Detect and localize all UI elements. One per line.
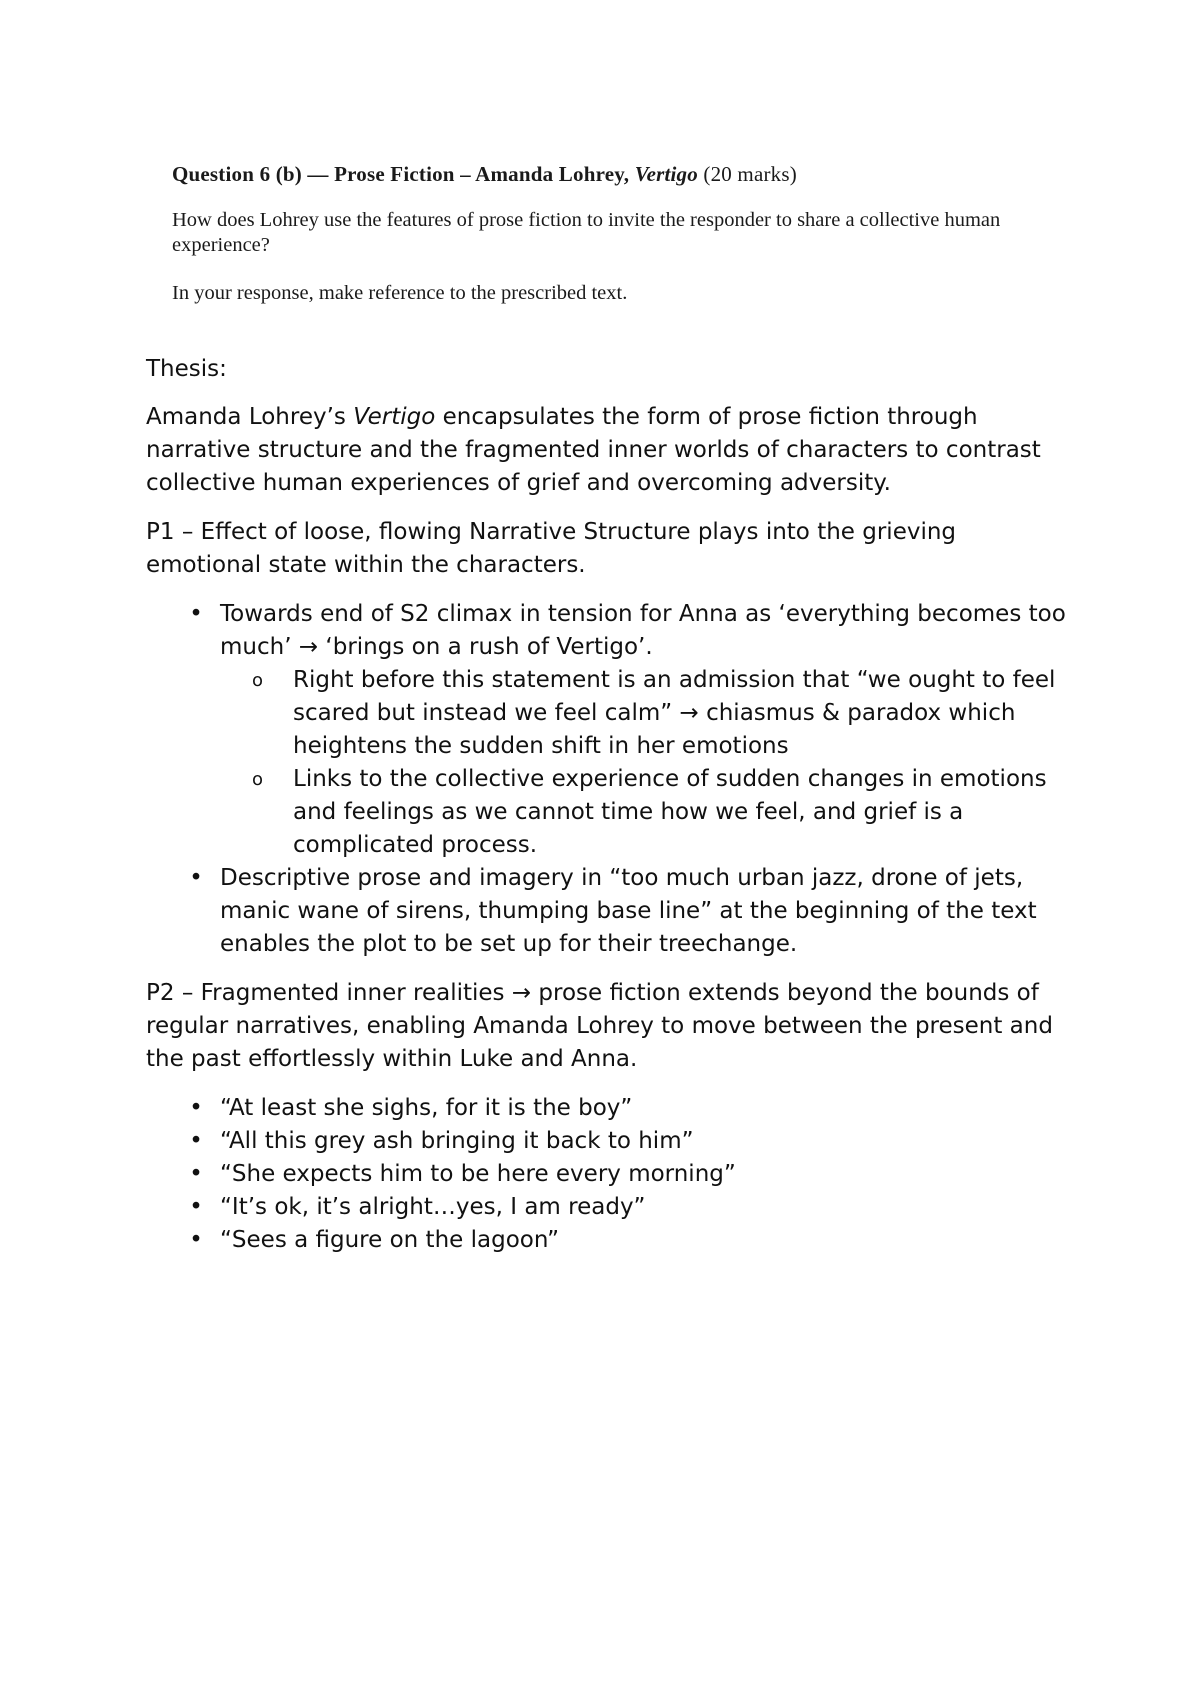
p2-quote-list bbox=[146, 1092, 1066, 1257]
p1-sub-text: Links to the collective experience of sudden changes in emotions and feelings as we cannot time how we feel, and grief is a complicated process. bbox=[293, 766, 1047, 858]
p1-heading: P1 – Effect of loose, flowing Narrative Structure plays into the grieving emotional state within the characters. bbox=[146, 519, 957, 578]
sub-list-item bbox=[220, 664, 1066, 763]
bullet-icon: • bbox=[189, 1194, 203, 1220]
quote-text: “At least she sighs, for it is the boy” bbox=[220, 1095, 633, 1121]
question-text: How does Lohrey use the features of prose fiction to invite the responder to share a collective human experience? bbox=[172, 209, 1001, 256]
hollow-bullet-icon: o bbox=[252, 670, 264, 691]
list-item bbox=[146, 598, 1066, 862]
quote-text: “It’s ok, it’s alright…yes, I am ready” bbox=[220, 1194, 646, 1220]
thesis-label: Thesis: bbox=[146, 356, 227, 382]
question-screenshot bbox=[172, 160, 1052, 306]
p2-heading: P2 – Fragmented inner realities → prose fiction extends beyond the bounds of regular narratives, enabling Amanda Lohrey to move between the present and the past effortlessly within Luke and Anna. bbox=[146, 980, 1053, 1072]
essay-plan bbox=[146, 353, 1066, 1273]
p1-sub-list bbox=[220, 664, 1066, 862]
bullet-icon: • bbox=[189, 865, 203, 891]
thesis-statement bbox=[146, 401, 1066, 500]
sub-list-item bbox=[220, 763, 1066, 862]
quote-text: “All this grey ash bringing it back to him” bbox=[220, 1128, 694, 1154]
p1-sub-text: Right before this statement is an admission that “we ought to feel scared but instead we feel calm” → chiasmus & paradox which heightens the sudden shift in her emotions bbox=[293, 667, 1056, 759]
thesis-title: Vertigo bbox=[353, 404, 436, 430]
question-marks: (20 marks) bbox=[697, 162, 797, 186]
list-item bbox=[146, 1224, 1066, 1257]
bullet-icon: • bbox=[189, 1095, 203, 1121]
question-instruction: In your response, make reference to the prescribed text. bbox=[172, 282, 628, 304]
quote-text: “She expects him to be here every morning” bbox=[220, 1161, 736, 1187]
p1-bullet-list bbox=[146, 598, 1066, 961]
thesis-before: Amanda Lohrey’s bbox=[146, 404, 354, 430]
list-item bbox=[146, 1125, 1066, 1158]
bullet-icon: • bbox=[189, 1161, 203, 1187]
list-item bbox=[146, 1191, 1066, 1224]
hollow-bullet-icon: o bbox=[252, 769, 264, 790]
question-work-title: Vertigo bbox=[634, 162, 698, 186]
p1-bullet-text: Descriptive prose and imagery in “too much urban jazz, drone of jets, manic wane of sirens, thumping base line” at the beginning of the text enables the plot to be set up for their treechange. bbox=[220, 865, 1037, 957]
thesis-after: encapsulates the form of prose fiction through narrative structure and the fragmented inner worlds of characters to contrast collective human experiences of grief and overcoming adversity. bbox=[146, 404, 1041, 496]
p1-bullet-text: Towards end of S2 climax in tension for Anna as ‘everything becomes too much’ → ‘brings on a rush of Vertigo’. bbox=[220, 601, 1066, 660]
bullet-icon: • bbox=[189, 1227, 203, 1253]
quote-text: “Sees a figure on the lagoon” bbox=[220, 1227, 560, 1253]
list-item bbox=[146, 1158, 1066, 1191]
bullet-icon: • bbox=[189, 1128, 203, 1154]
question-title-prefix: Question 6 (b) — Prose Fiction – Amanda Lohrey, bbox=[172, 162, 635, 186]
bullet-icon: • bbox=[189, 601, 203, 627]
question-title bbox=[172, 160, 1052, 188]
list-item bbox=[146, 1092, 1066, 1125]
list-item bbox=[146, 862, 1066, 961]
